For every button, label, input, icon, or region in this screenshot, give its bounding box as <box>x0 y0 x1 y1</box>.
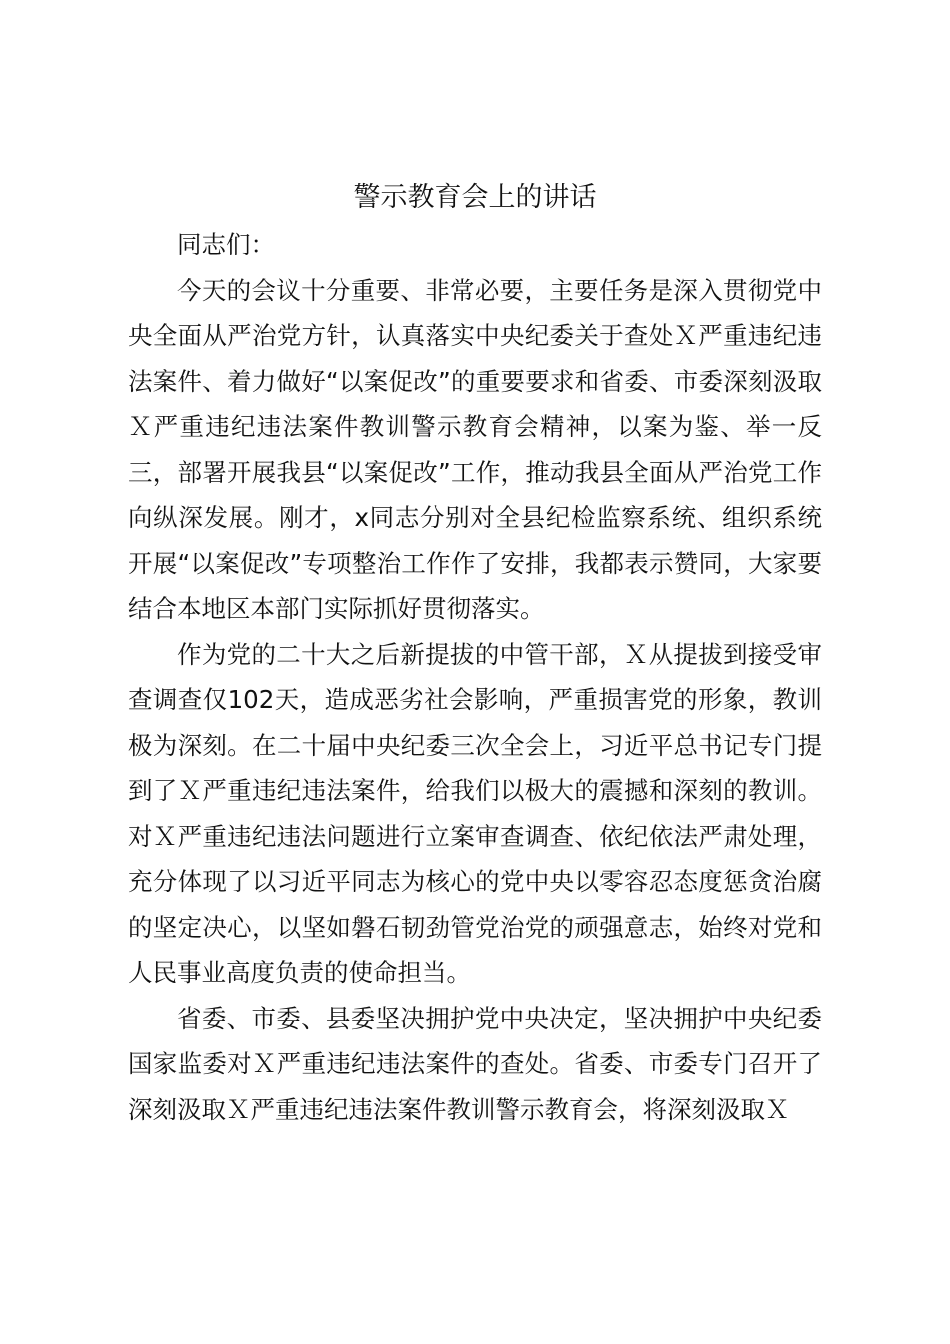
paragraph-2: 作为党的二十大之后新提拔的中管干部，Ｘ从提拔到接受审查调查仅102天，造成恶劣社会影响，严重损害党的形象，教训极为深刻。在二十届中央纪委三次全会上，习近平总书记专门提到了Ｘ严重违纪违法案件，给我们以极大的震撼和深刻的教训。对Ｘ严重违纪违法问题进行立案审查调查、依纪依法严肃处理，充分体现了以习近平同志为核心的党中央以零容忍态度惩贪治腐的坚定决心，以坚如磐石韧劲管党治党的顽强意志，始终对党和人民事业高度负责的使命担当。 <box>128 639 822 987</box>
salutation: 同志们： <box>177 230 275 259</box>
paragraph-3: 省委、市委、县委坚决拥护党中央决定，坚决拥护中央纪委国家监委对Ｘ严重违纪违法案件的查处。省委、市委专门召开了深刻汲取Ｘ严重违纪违法案件教训警示教育会，将深刻汲取Ｘ <box>128 1003 822 1124</box>
document-title: 警示教育会上的讲话 <box>353 182 597 213</box>
document-body <box>128 222 822 1132</box>
paragraph-1: 今天的会议十分重要、非常必要，主要任务是深入贯彻党中央全面从严治党方针，认真落实中央纪委关于查处Ｘ严重违纪违法案件、着力做好“以案促改”的重要要求和省委、市委深刻汲取Ｘ严重违纪违法案件教训警示教育会精神，以案为鉴、举一反三，部署开展我县“以案促改”工作，推动我县全面从严治党工作向纵深发展。刚才，x同志分别对全县纪检监察系统、组织系统开展“以案促改”专项整治工作作了安排，我都表示赞同，大家要结合本地区本部门实际抓好贯彻落实。 <box>128 275 822 623</box>
